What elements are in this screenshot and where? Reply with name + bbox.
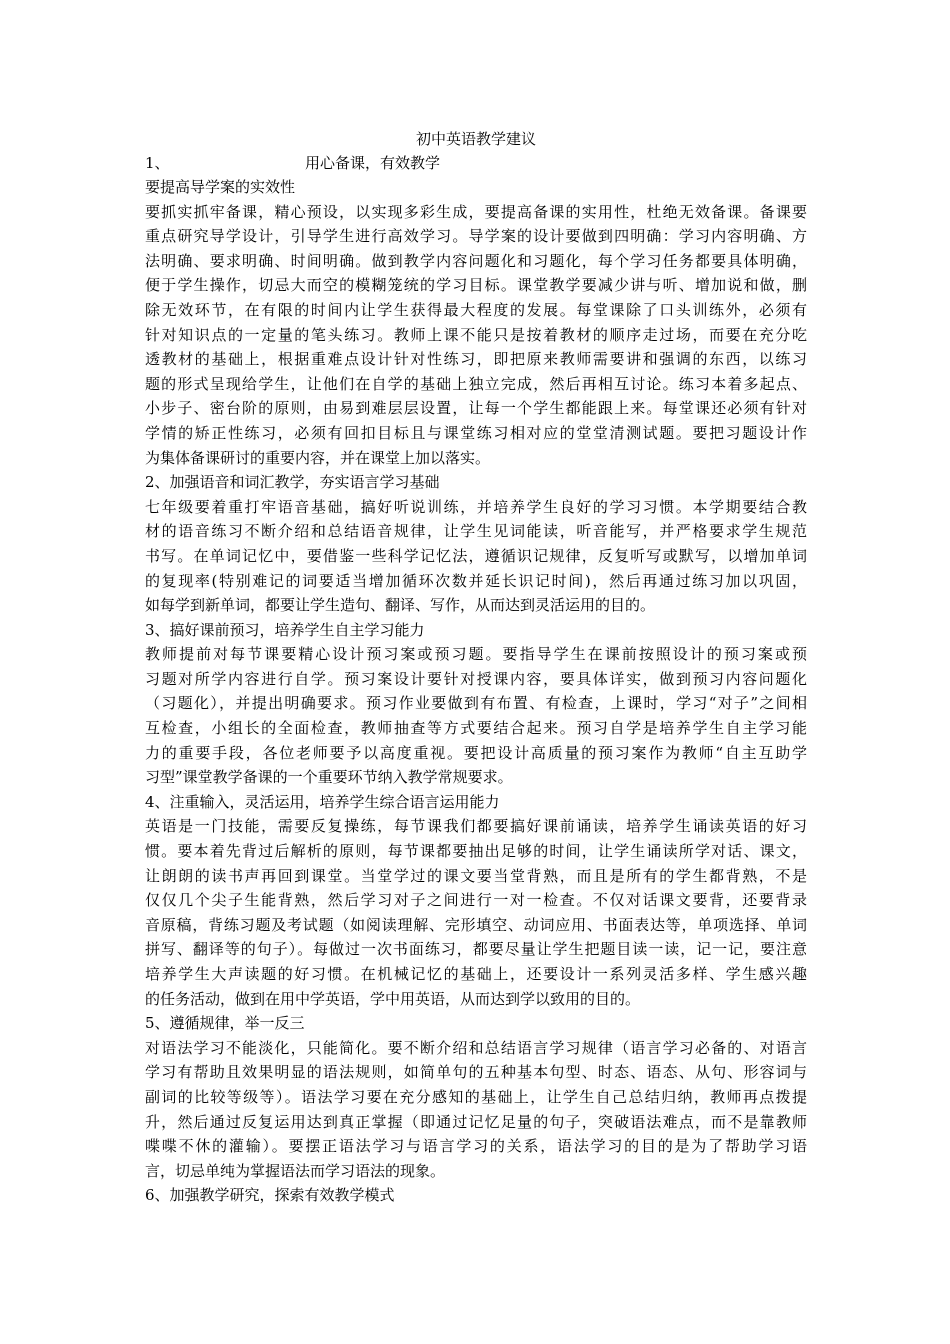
section-6-heading: 6、加强教学研究，探索有效教学模式 <box>145 1186 395 1205</box>
section-1-heading <box>145 151 807 175</box>
section-1-subheading: 要提高导学案的实效性 <box>145 178 296 196</box>
body-line: 为集体备课研讨的重要内容，并在课堂上加以落实。 <box>145 448 491 467</box>
body-line: 习型”课堂教学备课的一个重要环节纳入教学常规要求。 <box>145 768 513 787</box>
body-line: 材的语音练习不断介绍和总结语音规律，让学生见词能读，听音能写，并严格要求学生规范 <box>145 522 807 541</box>
body-line: 言，切忌单纯为掌握语法而学习语法的现象。 <box>145 1161 446 1180</box>
body-line: 对语法学习不能淡化，只能简化。要不断介绍和总结语言学习规律（语言学习必备的、对语言 <box>145 1038 807 1057</box>
body-line: 除无效环节，在有限的时间内让学生获得最大程度的发展。每堂课除了口头训练外，必须有 <box>145 300 807 319</box>
body-line: 音原稿，背练习题及考试题（如阅读理解、完形填空、动词应用、书面表达等，单项选择、单词 <box>145 915 807 934</box>
body-line: 培养学生大声读题的好习惯。在机械记忆的基础上，还要设计一系列灵活多样、学生感兴趣 <box>145 965 807 983</box>
body-line: 仅仅几个尖子生能背熟，然后学习对子之间进行一对一检查。不仅对话课文要背，还要背录 <box>145 891 807 910</box>
body-line: 互检查，小组长的全面检查，教师抽查等方式要结合起来。预习自学是培养学生自主学习能 <box>145 719 807 738</box>
section-5-heading: 5、遵循规律，举一反三 <box>145 1014 305 1033</box>
body-line: 英语是一门技能，需要反复操练，每节课我们都要搞好课前诵读，培养学生诵读英语的好习 <box>145 817 807 836</box>
body-line: 书写。在单词记忆中，要借鉴一些科学记忆法，遵循识记规律，反复听写或默写，以增加单词 <box>145 546 807 565</box>
section-4-heading: 4、注重输入，灵活运用，培养学生综合语言运用能力 <box>145 792 500 811</box>
section-1-title: 用心备课，有效教学 <box>305 154 441 172</box>
body-line: 教师提前对每节课要精心设计预习案或预习题。要指导学生在课前按照设计的预习案或预 <box>145 645 807 664</box>
body-line: 法明确、要求明确、时间明确。做到教学内容问题化和习题化，每个学习任务都要具体明确， <box>145 251 807 270</box>
body-line: 小步子、密台阶的原则，由易到难层层设置，让每一个学生都能跟上来。每堂课还必须有针对 <box>145 399 807 418</box>
body-line: 让朗朗的读书声再回到课堂。当堂学过的课文要当堂背熟，而且是所有的学生都背熟，不是 <box>145 866 807 885</box>
section-3-heading: 3、搞好课前预习，培养学生自主学习能力 <box>145 620 425 639</box>
section-3-body <box>145 642 807 790</box>
body-line: 的复现率(特别难记的词要适当增加循环次数并延长识记时间)，然后再通过练习加以巩固， <box>145 571 807 590</box>
body-line: 要抓实抓牢备课，精心预设，以实现多彩生成，要提高备课的实用性，杜绝无效备课。备课要 <box>145 202 807 221</box>
body-line: 习题对所学内容进行自学。预习案设计要针对授课内容，要具体详实，做到预习内容问题化 <box>145 669 807 688</box>
body-line: 力的重要手段，各位老师要予以高度重视。要把设计高质量的预习案作为教师“自主互助学 <box>145 743 807 762</box>
body-line: 升，然后通过反复运用达到真正掌握（即通过记忆足量的句子，突破语法难点，而不是靠教师 <box>145 1112 807 1131</box>
section-2-body <box>145 495 807 618</box>
body-line: 拼写、翻译等的句子）。每做过一次书面练习，都要尽量让学生把题目读一读，记一记，要注意 <box>145 940 807 959</box>
body-line: （习题化），并提出明确要求。预习作业要做到有布置、有检查，上课时，学习“对子”之间相 <box>145 694 807 713</box>
document-page <box>145 127 807 1208</box>
section-1-number: 1、 <box>145 154 170 172</box>
document-title: 初中英语教学建议 <box>415 130 536 148</box>
body-line: 针对知识点的一定量的笔头练习。教师上课不能只是按着教材的顺序走过场，而要在充分吃 <box>145 325 807 344</box>
body-line: 惯。要本着先背过后解析的原则，每节课都要抽出足够的时间，让学生诵读所学对话、课文， <box>145 842 807 861</box>
body-line: 喋喋不休的灌输）。要摆正语法学习与语言学习的关系，语法学习的目的是为了帮助学习语 <box>145 1137 807 1156</box>
body-line: 透教材的基础上，根据重难点设计针对性练习，即把原来教师需要讲和强调的东西，以练习 <box>145 350 807 369</box>
body-line: 的任务活动，做到在用中学英语，学中用英语，从而达到学以致用的目的。 <box>145 989 641 1008</box>
body-line: 重点研究导学设计，引导学生进行高效学习。导学案的设计要做到四明确：学习内容明确、方 <box>145 227 807 246</box>
body-line: 学习有帮助且效果明显的语法规则，如简单句的五种基本句型、时态、语态、从句、形容词与 <box>145 1063 807 1082</box>
section-4-body <box>145 814 807 1011</box>
section-5-body <box>145 1036 807 1184</box>
section-2-heading: 2、加强语音和词汇教学，夯实语言学习基础 <box>145 473 440 492</box>
body-line: 如每学到新单词，都要让学生造句、翻译、写作，从而达到灵活运用的目的。 <box>145 596 656 615</box>
body-line: 副词的比较等级等）。语法学习要在充分感知的基础上，让学生自己总结归纳，教师再点拨提 <box>145 1087 807 1106</box>
section-1-body <box>145 200 807 471</box>
body-line: 题的形式呈现给学生，让他们在自学的基础上独立完成，然后再相互讨论。练习本着多起点、 <box>145 374 807 393</box>
body-line: 学情的矫正性练习，必须有回扣目标且与课堂练习相对应的堂堂清测试题。要把习题设计作 <box>145 423 807 442</box>
body-line: 七年级要着重打牢语音基础，搞好听说训练，并培养学生良好的学习习惯。本学期要结合教 <box>145 497 807 516</box>
body-line: 便于学生操作，切忌大而空的模糊笼统的学习目标。课堂教学要减少讲与听、增加说和做，删 <box>145 276 807 295</box>
